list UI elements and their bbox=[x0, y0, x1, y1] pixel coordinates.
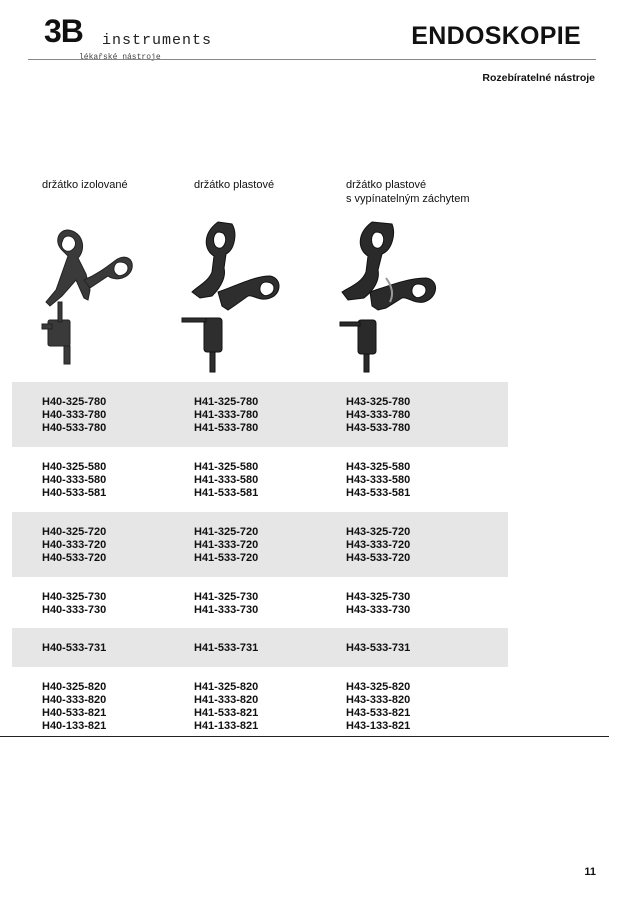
product-code: H41-533-731 bbox=[194, 642, 259, 654]
product-code: H40-533-780 bbox=[42, 422, 107, 434]
table-bottom-rule bbox=[0, 736, 609, 737]
product-code: H40-325-730 bbox=[42, 591, 107, 603]
table-row bbox=[12, 577, 508, 628]
product-code-cell bbox=[346, 681, 410, 733]
product-code: H43-533-731 bbox=[346, 642, 411, 654]
header-divider bbox=[28, 59, 596, 60]
product-code: H41-533-720 bbox=[194, 552, 259, 564]
product-code: H43-325-580 bbox=[346, 461, 411, 473]
product-code: H43-133-821 bbox=[346, 720, 411, 732]
product-code-cell bbox=[346, 396, 410, 435]
product-code: H40-333-820 bbox=[42, 694, 107, 706]
product-code-cell bbox=[42, 396, 106, 435]
product-code: H43-333-720 bbox=[346, 539, 411, 551]
product-code: H40-333-580 bbox=[42, 474, 107, 486]
product-code: H41-325-820 bbox=[194, 681, 259, 693]
page-subtitle: Rozebíratelné nástroje bbox=[482, 72, 595, 84]
table-row bbox=[12, 447, 508, 512]
product-code: H40-333-780 bbox=[42, 409, 107, 421]
product-code: H41-333-730 bbox=[194, 604, 259, 616]
product-code: H40-325-780 bbox=[42, 396, 107, 408]
product-code: H41-533-821 bbox=[194, 707, 259, 719]
product-code: H43-533-821 bbox=[346, 707, 411, 719]
column-heading-line: držátko plastové bbox=[346, 179, 427, 191]
product-code-cell bbox=[42, 526, 106, 565]
product-code: H40-333-730 bbox=[42, 604, 107, 616]
product-code-cell bbox=[42, 642, 106, 655]
column-heading-line: držátko izolované bbox=[42, 179, 128, 191]
product-code: H41-533-780 bbox=[194, 422, 259, 434]
product-code: H40-533-821 bbox=[42, 707, 107, 719]
product-code-cell bbox=[194, 591, 258, 617]
product-code: H40-533-731 bbox=[42, 642, 107, 654]
product-code: H43-325-820 bbox=[346, 681, 411, 693]
product-code-cell bbox=[346, 642, 410, 655]
product-code: H43-333-820 bbox=[346, 694, 411, 706]
column-heading-insulated bbox=[42, 178, 128, 192]
product-code: H40-533-581 bbox=[42, 487, 107, 499]
product-code-cell bbox=[42, 681, 106, 733]
product-code-cell bbox=[194, 461, 258, 500]
product-code: H41-325-780 bbox=[194, 396, 259, 408]
product-code: H43-325-780 bbox=[346, 396, 411, 408]
product-code: H43-333-730 bbox=[346, 604, 411, 616]
product-code: H41-333-820 bbox=[194, 694, 259, 706]
product-code: H40-325-720 bbox=[42, 526, 107, 538]
product-code-cell bbox=[346, 591, 410, 617]
product-code-cell bbox=[194, 396, 258, 435]
product-code-table bbox=[12, 382, 508, 737]
product-code: H43-533-720 bbox=[346, 552, 411, 564]
table-row bbox=[12, 382, 508, 447]
product-code-cell bbox=[194, 681, 258, 733]
column-heading-plastic bbox=[194, 178, 274, 192]
product-code: H43-325-730 bbox=[346, 591, 411, 603]
product-code: H40-533-720 bbox=[42, 552, 107, 564]
product-code: H40-325-820 bbox=[42, 681, 107, 693]
brand-word: instruments bbox=[102, 32, 213, 49]
product-code-cell bbox=[194, 526, 258, 565]
insulated-handle-image bbox=[28, 220, 148, 375]
plastic-handle-image bbox=[178, 220, 298, 375]
product-code-cell bbox=[346, 461, 410, 500]
product-code: H40-333-720 bbox=[42, 539, 107, 551]
product-code-cell bbox=[346, 526, 410, 565]
table-row bbox=[12, 628, 508, 667]
product-code: H43-333-780 bbox=[346, 409, 411, 421]
product-code: H41-133-821 bbox=[194, 720, 259, 732]
product-code: H41-325-580 bbox=[194, 461, 259, 473]
brand-tagline: lékařské nástroje bbox=[76, 53, 164, 62]
product-code: H41-533-581 bbox=[194, 487, 259, 499]
product-code: H43-533-780 bbox=[346, 422, 411, 434]
product-code: H40-325-580 bbox=[42, 461, 107, 473]
product-code: H41-333-720 bbox=[194, 539, 259, 551]
product-code: H41-325-730 bbox=[194, 591, 259, 603]
column-heading-line: držátko plastové bbox=[194, 179, 275, 191]
product-code: H41-333-580 bbox=[194, 474, 259, 486]
brand-mark: 3B bbox=[44, 13, 83, 49]
column-heading-line: s vypínatelným záchytem bbox=[346, 193, 470, 205]
product-code: H43-325-720 bbox=[346, 526, 411, 538]
product-code-cell bbox=[42, 461, 106, 500]
product-code: H41-333-780 bbox=[194, 409, 259, 421]
table-row bbox=[12, 512, 508, 577]
page-number: 11 bbox=[584, 866, 596, 878]
product-code: H43-533-581 bbox=[346, 487, 411, 499]
product-code: H41-325-720 bbox=[194, 526, 259, 538]
column-heading-plastic-release bbox=[346, 178, 470, 206]
page-title: ENDOSKOPIE bbox=[411, 22, 581, 50]
product-code-cell bbox=[194, 642, 258, 655]
plastic-release-handle-image bbox=[330, 220, 450, 375]
table-row bbox=[12, 667, 508, 737]
product-code: H40-133-821 bbox=[42, 720, 107, 732]
product-code: H43-333-580 bbox=[346, 474, 411, 486]
product-code-cell bbox=[42, 591, 106, 617]
